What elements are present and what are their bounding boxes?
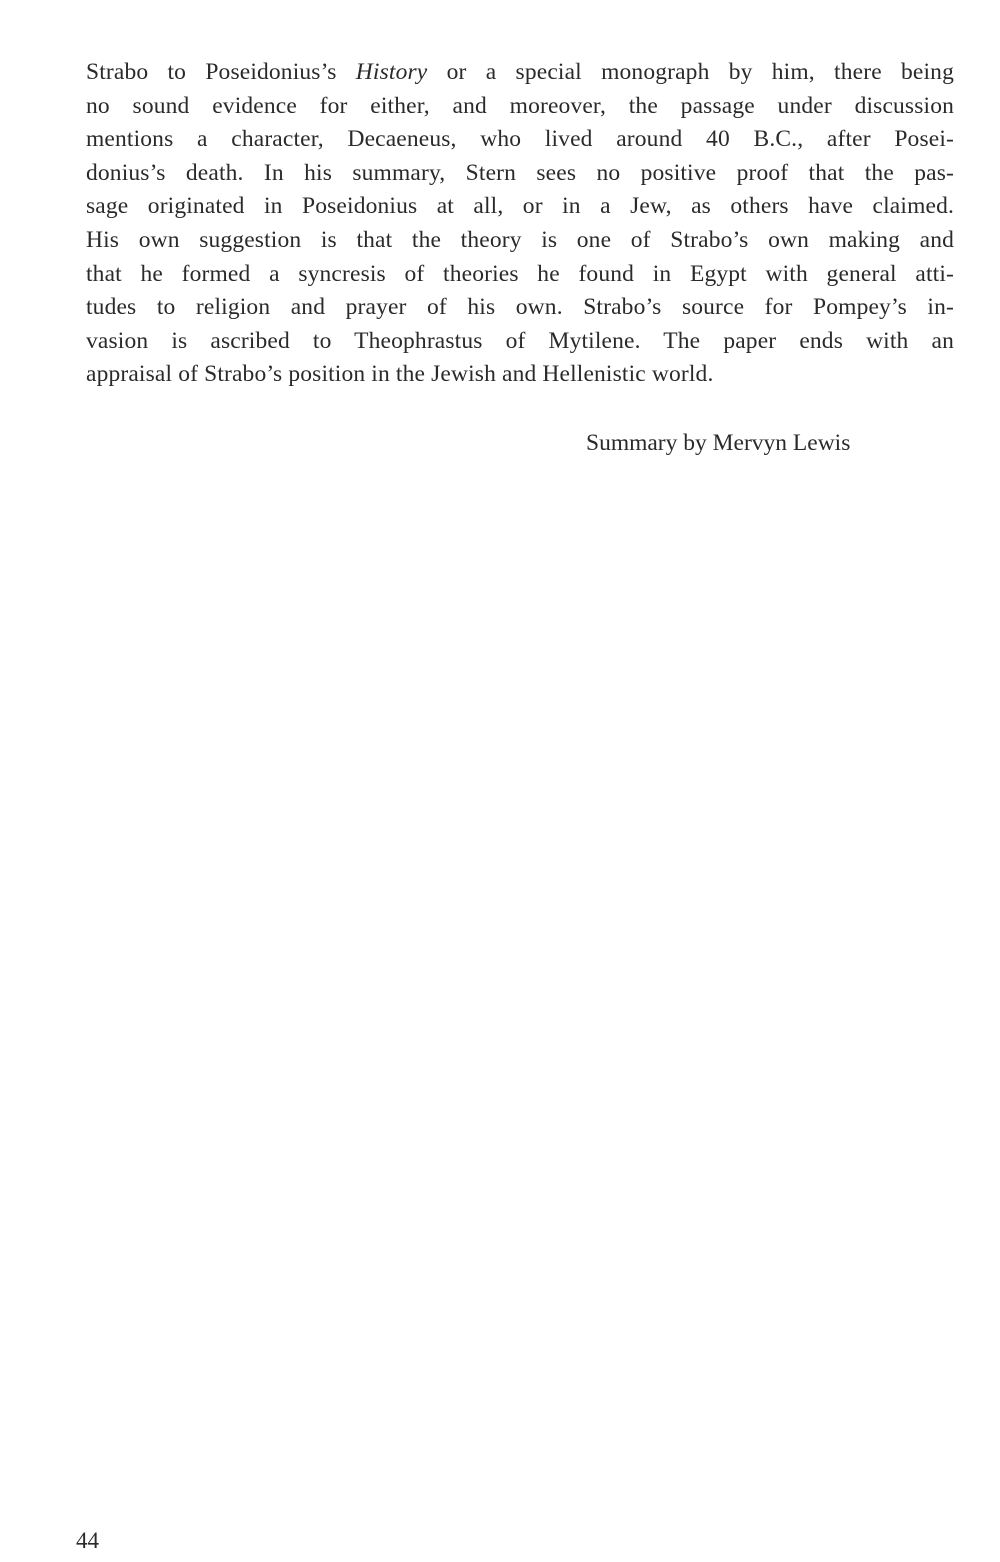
book-title-italic: History: [355, 59, 428, 85]
summary-paragraph: [86, 56, 954, 392]
text-line: no sound evidence for either, and moreover, the passage under discussion: [86, 92, 954, 119]
summary-attribution: Summary by Mervyn Lewis: [586, 430, 851, 456]
text-line: sage originated in Poseidonius at all, or in a Jew, as others have claimed.: [86, 193, 954, 220]
text-line: His own suggestion is that the theory is one of Strabo’s own making and: [86, 226, 954, 253]
text-line: tudes to religion and prayer of his own. Strabo’s source for Pompey’s in-: [86, 294, 954, 321]
text-line: vasion is ascribed to Theophrastus of Mytilene. The paper ends with an: [86, 327, 954, 354]
text-line: donius’s death. In his summary, Stern sees no positive proof that the pas-: [86, 159, 954, 186]
text-line: Strabo to Poseidonius’s History or a special monograph by him, there being: [86, 59, 954, 85]
text-line: appraisal of Strabo’s position in the Jewish and Hellenistic world.: [86, 361, 714, 388]
text-line: that he formed a syncresis of theories he found in Egypt with general atti-: [86, 260, 954, 287]
page-number: 44: [76, 1528, 99, 1553]
text-line: mentions a character, Decaeneus, who lived around 40 B.C., after Posei-: [86, 126, 954, 153]
